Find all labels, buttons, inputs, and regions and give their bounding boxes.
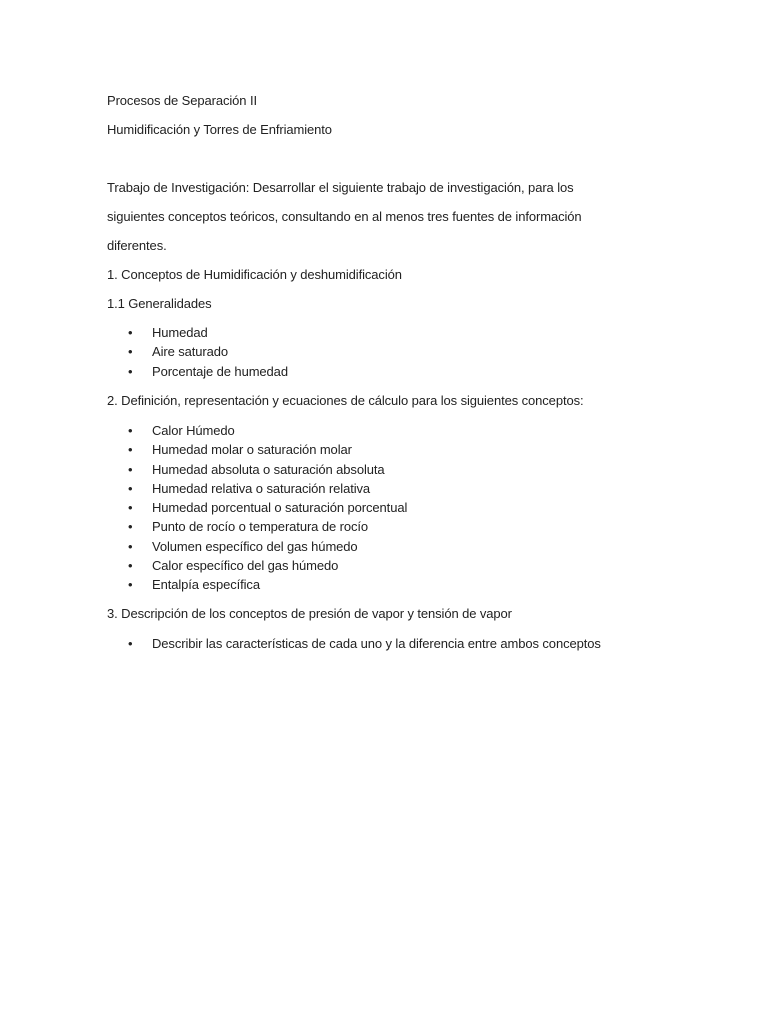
bullet-icon: • bbox=[128, 461, 133, 477]
list-item-text: Porcentaje de humedad bbox=[152, 363, 288, 379]
topic-title: Humidificación y Torres de Enfriamiento bbox=[107, 122, 332, 137]
bullet-icon: • bbox=[128, 325, 133, 340]
list-item-text: Humedad absoluta o saturación absoluta bbox=[152, 461, 385, 477]
bullet-icon: • bbox=[128, 423, 133, 438]
section-2-heading: 2. Definición, representación y ecuaciones de cálculo para los siguientes conceptos: bbox=[107, 393, 584, 408]
bullet-icon: • bbox=[128, 636, 133, 651]
section-1-heading: 1. Conceptos de Humidificación y deshumidificación bbox=[107, 267, 402, 282]
list-item-text: Humedad relativa o saturación relativa bbox=[152, 480, 371, 496]
list-item-text: Humedad bbox=[152, 325, 208, 340]
bullet-icon: • bbox=[128, 577, 133, 593]
bullet-icon: • bbox=[128, 480, 133, 496]
list-item-text: Aire saturado bbox=[152, 344, 229, 360]
list-item-text: Punto de rocío o temperatura de rocío bbox=[152, 519, 368, 535]
section-3-heading: 3. Descripción de los conceptos de presión de vapor y tensión de vapor bbox=[107, 606, 512, 621]
bullet-icon: • bbox=[128, 344, 133, 360]
list-item-text: Humedad molar o saturación molar bbox=[152, 442, 352, 458]
section-1-1-heading: 1.1 Generalidades bbox=[107, 296, 212, 311]
bullet-icon: • bbox=[128, 519, 133, 535]
bullet-icon: • bbox=[128, 558, 133, 574]
intro-line-3: diferentes. bbox=[107, 238, 167, 253]
course-title: Procesos de Separación II bbox=[107, 93, 257, 108]
list-item-text: Entalpía específica bbox=[152, 577, 260, 593]
list-item-text: Humedad porcentual o saturación porcentual bbox=[152, 500, 408, 516]
list-item-text: Calor específico del gas húmedo bbox=[152, 558, 339, 574]
list-item-text: Calor Húmedo bbox=[152, 423, 235, 438]
list-item-text: Describir las características de cada uno y la diferencia entre ambos conceptos bbox=[152, 636, 601, 651]
bullet-icon: • bbox=[128, 363, 133, 379]
intro-line-1: Trabajo de Investigación: Desarrollar el siguiente trabajo de investigación, para los bbox=[107, 180, 574, 195]
bullet-icon: • bbox=[128, 442, 133, 458]
bullet-icon: • bbox=[128, 538, 133, 554]
bullet-icon: • bbox=[128, 500, 133, 516]
intro-line-2: siguientes conceptos teóricos, consultando en al menos tres fuentes de información bbox=[107, 209, 582, 224]
list-item-text: Volumen específico del gas húmedo bbox=[152, 538, 358, 554]
